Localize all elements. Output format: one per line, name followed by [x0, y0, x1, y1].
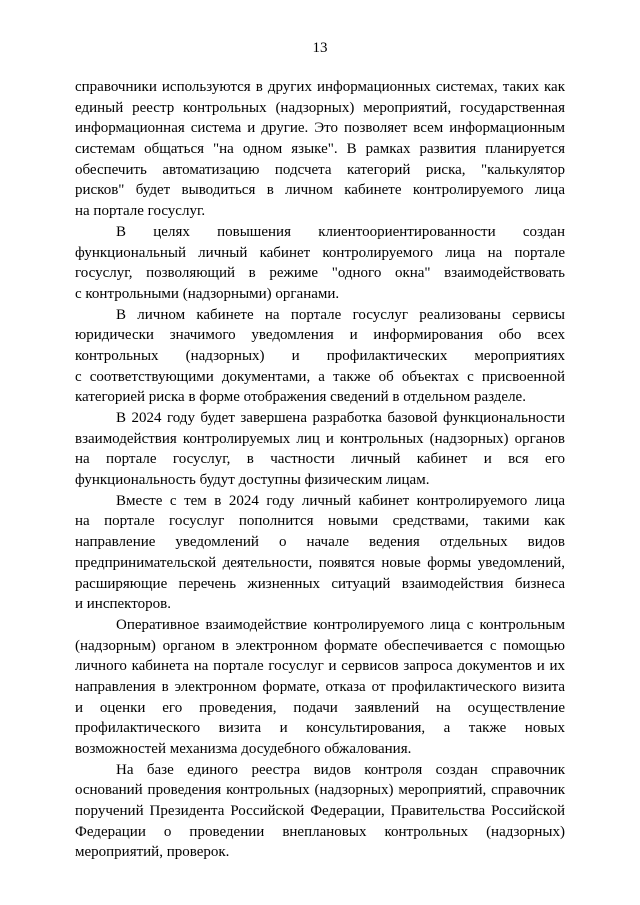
text-line: оснований проведения контрольных (надзорных) мероприятий, справочник	[75, 782, 565, 799]
text-line: расширяющие перечень жизненных ситуаций взаимодействия бизнеса	[75, 575, 565, 592]
paragraph	[75, 760, 565, 863]
text-line: Оперативное взаимодействие контролируемого лица с контрольным	[116, 616, 565, 633]
text-line: функциональность будут доступны физическим лицам.	[75, 472, 430, 489]
text-line: функциональный личный кабинет контролируемого лица на портале	[75, 244, 565, 261]
paragraph	[75, 491, 565, 615]
page-number: 13	[312, 40, 328, 56]
text-line: профилактического визита и консультирования, а также новых	[75, 720, 565, 737]
text-line: на портале госуслуг пополнится новыми средствами, такими как	[75, 513, 565, 530]
text-line: информационная система и другие. Это позволяет всем информационным	[75, 120, 565, 137]
paragraph	[75, 77, 565, 222]
text-line: на портале госуслуг.	[75, 203, 206, 220]
text-line: В личном кабинете на портале госуслуг реализованы сервисы	[116, 306, 565, 323]
text-line: направление уведомлений о начале ведения отдельных видов	[75, 534, 565, 551]
text-line: личного кабинета на портале госуслуг и сервисов запроса документов и их	[75, 658, 565, 675]
text-line: контрольных (надзорных) и профилактических мероприятиях	[75, 347, 565, 364]
paragraph	[75, 408, 565, 491]
paragraph	[75, 305, 565, 408]
text-line: Вместе с тем в 2024 году личный кабинет контролируемого лица	[116, 492, 565, 509]
document-body	[75, 77, 565, 863]
text-line: системам общаться "на одном языке". В рамках развития планируется	[75, 141, 565, 158]
paragraph	[75, 615, 565, 760]
text-line: возможностей механизма досудебного обжалования.	[75, 741, 412, 757]
text-line: взаимодействия контролируемых лиц и контрольных (надзорных) органов	[75, 430, 565, 447]
text-line: (надзорным) органом в электронном формате обеспечивается с помощью	[75, 637, 565, 654]
text-line: категорией риска в форме отображения сведений в отдельном разделе.	[75, 389, 526, 406]
text-line: В целях повышения клиентоориентированности создан	[116, 223, 565, 240]
text-line: с контрольными (надзорными) органами.	[75, 285, 340, 302]
text-line: В 2024 году будет завершена разработка базовой функциональности	[116, 410, 565, 426]
text-line: На базе единого реестра видов контроля создан справочник	[116, 761, 565, 778]
text-line: предпринимательской деятельности, появятся новые формы уведомлений,	[75, 554, 565, 571]
text-line: обеспечить автоматизацию подсчета категорий риска, "калькулятор	[75, 161, 565, 178]
text-line: с соответствующими документами, а также об объектах с присвоенной	[75, 368, 565, 385]
text-line: и оценки его проведения, подачи заявлений на осуществление	[75, 699, 565, 716]
text-line: и инспекторов.	[75, 596, 171, 613]
text-line: справочники используются в других информационных системах, таких как	[75, 79, 565, 95]
text-line: направления в электронном формате, отказа от профилактического визита	[75, 678, 565, 695]
paragraph	[75, 222, 565, 305]
text-line: госуслуг, позволяющий в режиме "одного окна" взаимодействовать	[75, 265, 565, 282]
text-line: на портале госуслуг, в частности личный кабинет и вся его	[75, 451, 565, 468]
text-line: поручений Президента Российской Федерации, Правительства Российской	[75, 803, 565, 820]
text-line: мероприятий, проверок.	[75, 844, 230, 861]
text-line: юридически значимого уведомления и информирования обо всех	[75, 327, 565, 344]
text-line: Федерации о проведении внеплановых контрольных (надзорных)	[75, 823, 565, 840]
text-line: рисков" будет выводиться в личном кабинете контролируемого лица	[75, 182, 565, 199]
text-line: единый реестр контрольных (надзорных) мероприятий, государственная	[75, 99, 565, 116]
